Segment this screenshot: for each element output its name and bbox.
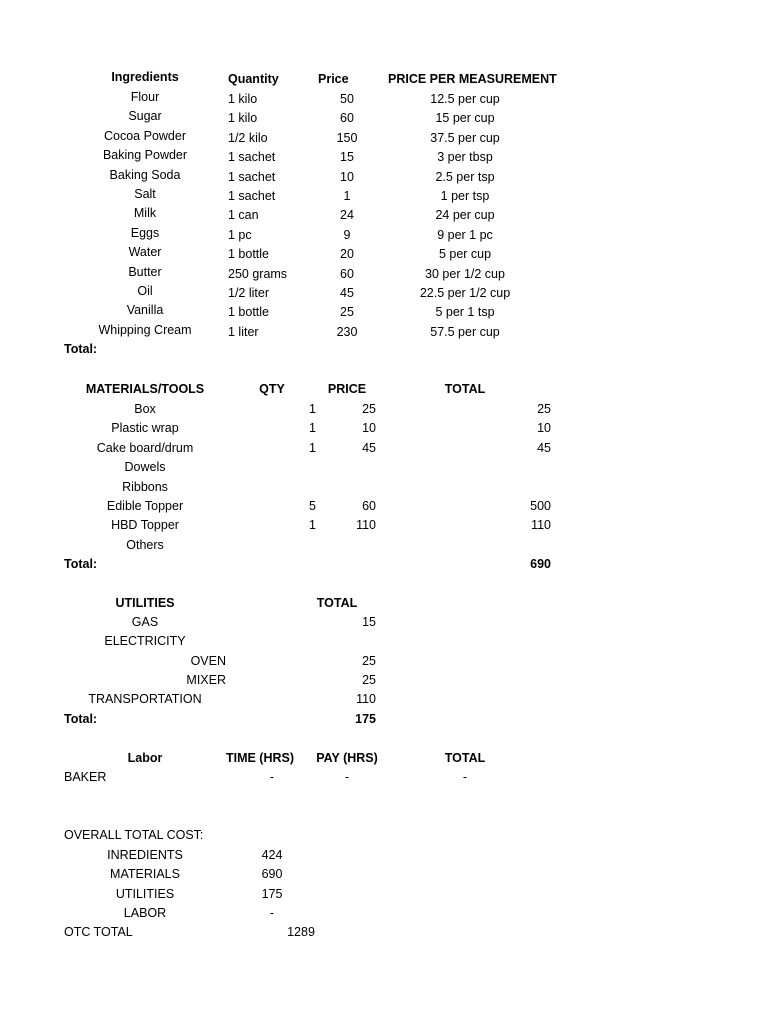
ingredient-price: 10 [340, 169, 354, 184]
material-name: Cake board/drum [96, 440, 194, 455]
materials-header: MATERIALS/TOOLS [85, 382, 205, 396]
labor-total-header: TOTAL [444, 751, 486, 765]
ingredient-price: 1 [343, 189, 351, 203]
material-name: Edible Topper [106, 499, 184, 513]
ingredient-price-per-measurement: 3 per tbsp [437, 150, 493, 165]
ingredient-quantity: 250 grams [228, 266, 288, 281]
baker-time: - [269, 770, 275, 784]
ingredient-name: Eggs [130, 225, 160, 240]
ingredient-quantity: 1 kilo [228, 92, 258, 106]
ingredient-price: 25 [340, 305, 354, 320]
baker-total: - [462, 770, 468, 784]
utilities-header: UTILITIES [115, 596, 175, 610]
material-price: 110 [356, 518, 376, 533]
ingredient-name: Cocoa Powder [104, 128, 186, 143]
ingredient-quantity: 1 bottle [228, 305, 270, 320]
ingredient-name: Oil [137, 284, 153, 298]
price-header: Price [318, 72, 349, 86]
mixer-value: 25 [362, 673, 376, 687]
ingredient-price: 15 [340, 150, 354, 165]
materials-total-label: Total: [64, 557, 98, 571]
ingredient-price-per-measurement: 9 per 1 pc [437, 227, 493, 242]
ingredient-name: Baking Soda [109, 167, 181, 182]
material-total: 25 [537, 402, 551, 416]
ingredient-quantity: 1/2 liter [228, 286, 269, 300]
material-name: Plastic wrap [111, 421, 179, 436]
ingredient-price-per-measurement: 30 per 1/2 cup [425, 266, 505, 281]
material-total: 110 [531, 518, 551, 533]
gas-label: GAS [131, 615, 159, 629]
material-name: HBD Topper [111, 518, 179, 533]
ingredient-price: 230 [336, 324, 358, 339]
overall-value: 424 [261, 848, 283, 862]
gas-value: 15 [362, 615, 376, 629]
ingredient-price-per-measurement: 12.5 per cup [430, 92, 500, 106]
otc-total-value: 1289 [287, 925, 315, 939]
ingredient-quantity: 1/2 kilo [228, 130, 268, 145]
ingredient-price: 45 [340, 286, 354, 300]
ingredient-price: 50 [340, 92, 354, 106]
baker-label: BAKER [64, 770, 107, 784]
ingredient-name: Whipping Cream [98, 322, 192, 337]
material-price: 60 [362, 499, 376, 513]
ingredient-name: Sugar [128, 109, 162, 124]
material-name: Dowels [124, 460, 166, 475]
baker-pay: - [344, 770, 350, 784]
utilities-total-label: Total: [64, 712, 98, 726]
material-total: 10 [537, 421, 551, 436]
overall-value: 175 [261, 886, 283, 901]
material-qty: 1 [309, 518, 316, 533]
ingredient-price-per-measurement: 57.5 per cup [430, 324, 500, 339]
utilities-total-header: TOTAL [316, 596, 358, 610]
ingredient-quantity: 1 sachet [228, 189, 276, 203]
materials-price-header: PRICE [327, 382, 367, 396]
quantity-header: Quantity [228, 72, 279, 86]
ingredient-quantity: 1 liter [228, 324, 259, 339]
overall-category: INREDIENTS [107, 848, 183, 862]
ingredient-name: Salt [134, 187, 156, 201]
overall-value: - [269, 906, 275, 921]
oven-value: 25 [362, 654, 376, 668]
ingredient-quantity: 1 can [228, 208, 259, 223]
material-total: 500 [530, 499, 551, 513]
ingredient-price-per-measurement: 5 per cup [438, 247, 492, 262]
ingredient-price-per-measurement: 15 per cup [435, 111, 495, 126]
ingredient-name: Baking Powder [102, 148, 188, 163]
material-qty: 1 [309, 440, 316, 455]
mixer-label: MIXER [186, 673, 226, 687]
ingredient-quantity: 1 pc [228, 227, 252, 242]
material-name: Box [134, 402, 156, 416]
ingredient-price: 20 [340, 247, 354, 262]
material-qty: 5 [309, 499, 316, 513]
ingredient-price-per-measurement: 2.5 per tsp [435, 169, 495, 184]
ingredient-price: 9 [343, 227, 351, 242]
material-name: Others [126, 537, 164, 552]
time-hrs-header: TIME (HRS) [225, 751, 295, 765]
ingredient-name: Milk [133, 206, 157, 221]
ingredient-name: Water [128, 245, 162, 260]
overall-category: MATERIALS [110, 867, 180, 882]
material-qty: 1 [309, 421, 316, 436]
pay-hrs-header: PAY (HRS) [316, 751, 378, 765]
ingredient-price-per-measurement: 1 per tsp [440, 189, 490, 203]
material-qty: 1 [309, 402, 316, 416]
transportation-value: 110 [356, 692, 376, 706]
transportation-label: TRANSPORTATION [88, 692, 202, 706]
ingredient-quantity: 1 kilo [228, 111, 258, 126]
ingredient-quantity: 1 sachet [228, 169, 276, 184]
overall-value: 690 [261, 867, 283, 882]
utilities-total-value: 175 [355, 712, 376, 726]
material-price: 10 [362, 421, 376, 436]
material-name: Ribbons [122, 479, 168, 494]
oven-label: OVEN [190, 654, 226, 668]
material-price: 25 [362, 402, 376, 416]
ingredient-quantity: 1 bottle [228, 247, 270, 262]
price-per-measurement-header: PRICE PER MEASUREMENT [388, 72, 557, 86]
ingredient-price-per-measurement: 37.5 per cup [430, 130, 500, 145]
ingredient-price: 60 [340, 111, 354, 126]
material-price: 45 [362, 440, 376, 455]
overall-category: LABOR [123, 906, 167, 921]
ingredients-header: Ingredients [111, 70, 179, 84]
materials-total-value: 690 [530, 557, 551, 571]
ingredient-price-per-measurement: 24 per cup [435, 208, 495, 223]
labor-header: Labor [127, 751, 163, 765]
qty-header: QTY [259, 382, 285, 396]
ingredient-name: Butter [128, 264, 162, 279]
ingredient-name: Vanilla [126, 303, 164, 318]
otc-total-label: OTC TOTAL [64, 925, 133, 939]
ingredients-total-label: Total: [64, 342, 98, 356]
material-total: 45 [537, 440, 551, 455]
overall-total-title: OVERALL TOTAL COST: [64, 828, 204, 842]
materials-total-header: TOTAL [444, 382, 486, 396]
ingredient-price-per-measurement: 5 per 1 tsp [435, 305, 495, 320]
overall-category: UTILITIES [115, 886, 175, 901]
ingredient-name: Flour [130, 90, 160, 104]
ingredient-price-per-measurement: 22.5 per 1/2 cup [419, 286, 511, 300]
ingredient-price: 60 [340, 266, 354, 281]
ingredient-price: 24 [340, 208, 354, 223]
ingredient-price: 150 [336, 130, 358, 145]
ingredient-quantity: 1 sachet [228, 150, 276, 165]
electricity-label: ELECTRICITY [104, 634, 186, 648]
